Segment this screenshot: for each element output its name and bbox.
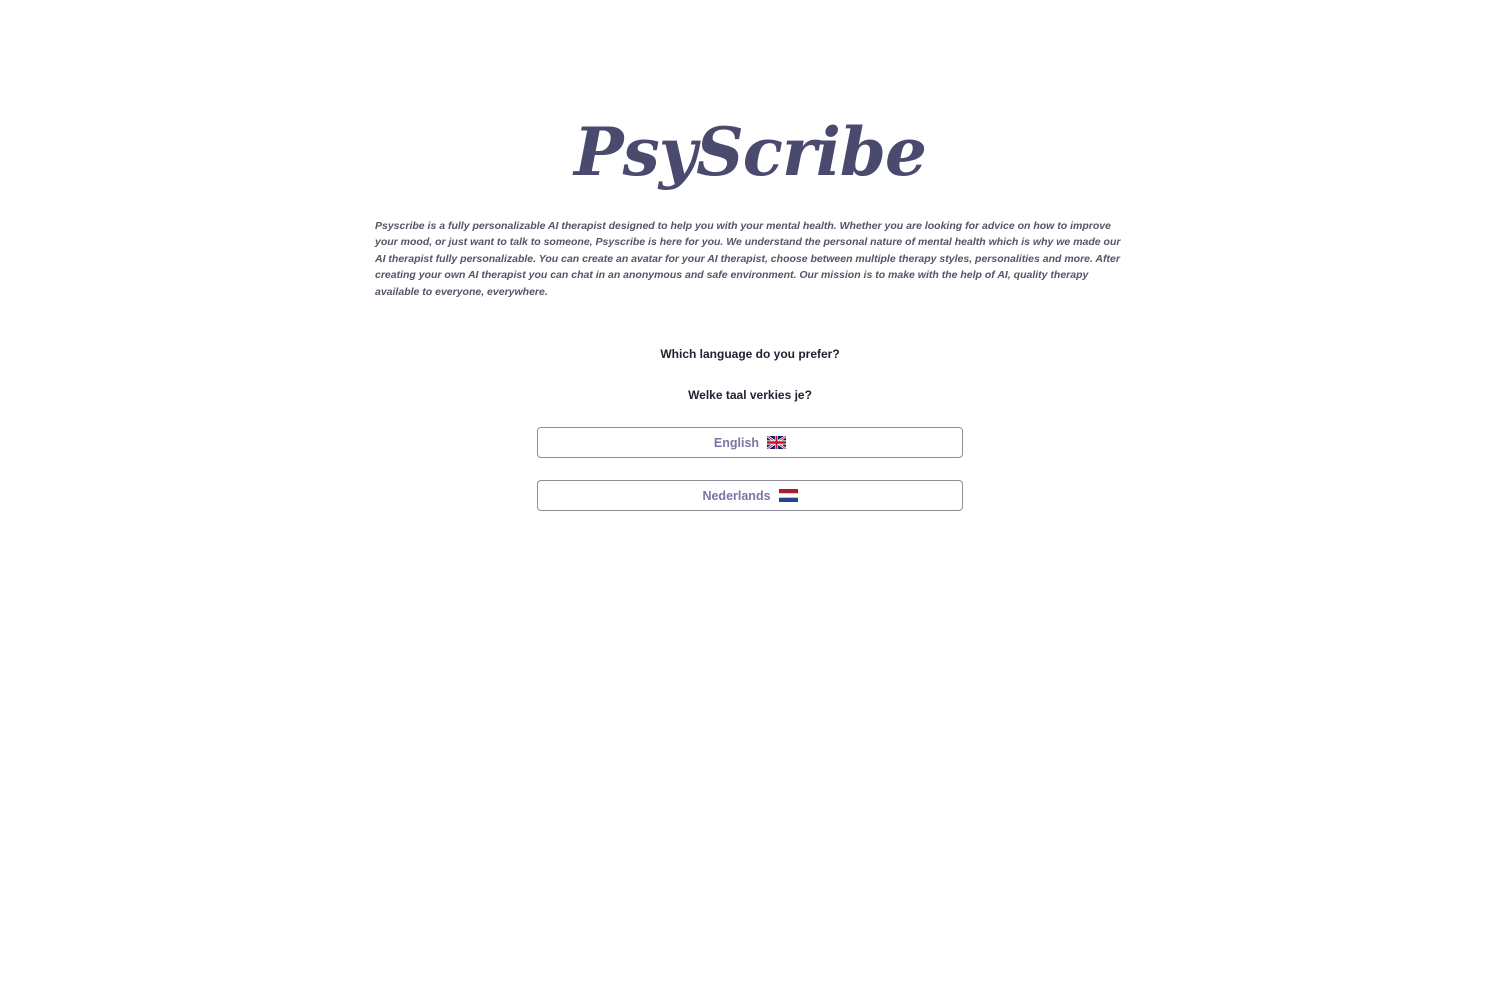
english-button-label: English (713, 435, 760, 450)
dutch-language-button[interactable] (537, 480, 963, 511)
psyscribe-logo: PsyScribe (574, 113, 926, 191)
language-question-english: Which language do you prefer? (660, 347, 840, 361)
netherlands-flag-icon (779, 489, 798, 502)
language-question-dutch: Welke taal verkies je? (688, 388, 812, 402)
dutch-button-label: Nederlands (702, 488, 771, 503)
english-language-button[interactable] (537, 427, 963, 458)
intro-description: Psyscribe is a fully personalizable AI therapist designed to help you with your mental health. Whether you are looking for advice on how to improve your mood, or just want to talk to someone, Psyscribe is here for you. We understand the personal nature of mental health which is why we made our AI therapist fully personalizable. You can create an avatar for your AI therapist, choose between multiple therapy styles, personalities and more. After creating your own AI therapist you can chat in an anonymous and safe environment. Our mission is to make with the help of AI, quality therapy available to everyone, everywhere. (375, 220, 1121, 298)
uk-flag-icon (767, 436, 786, 449)
